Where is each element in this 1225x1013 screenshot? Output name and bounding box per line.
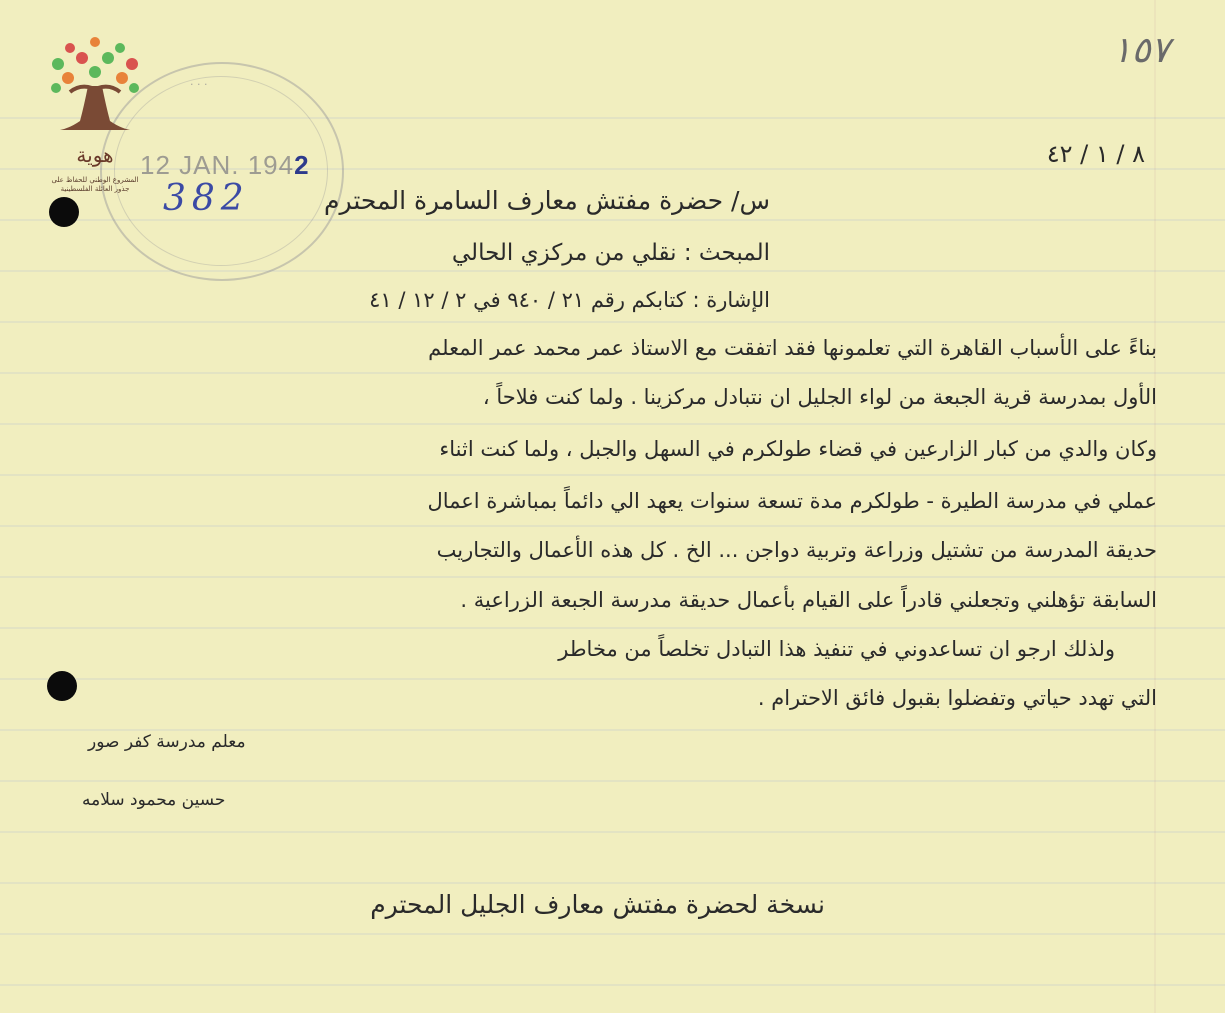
stamp-top-lettering: · · ·	[190, 78, 208, 91]
reference-number: 382	[163, 178, 250, 219]
body-line-3: وكان والدي من كبار الزارعين في قضاء طولكرم في السهل والجبل ، ولما كنت اثناء	[439, 437, 1157, 461]
stamp-date-main: 12 JAN. 194	[140, 150, 295, 180]
archive-logo-caption	[40, 176, 150, 194]
letter-reference: الإشارة : كتابكم رقم ٢١ / ٩٤٠ في ٢ / ١٢ / ٤١	[369, 288, 770, 312]
letter-addressee: س/ حضرة مفتش معارف السامرة المحترم	[324, 186, 770, 215]
punch-hole-bottom	[47, 671, 77, 701]
carbon-copy-line: نسخة لحضرة مفتش معارف الجليل المحترم	[370, 890, 825, 919]
body-line-4: عملي في مدرسة الطيرة - طولكرم مدة تسعة سنوات يعهد الي دائماً بمباشرة اعمال	[427, 489, 1157, 513]
archive-logo-caption-line-2: جذور العائلة الفلسطينية	[60, 185, 130, 193]
stamp-date-last-digit: 2	[294, 150, 310, 180]
signature-title: معلم مدرسة كفر صور	[88, 732, 246, 752]
letter-date: ٨ / ١ / ٤٢	[1046, 140, 1145, 168]
body-line-7: ولذلك ارجو ان تساعدوني في تنفيذ هذا التبادل تخلصاً من مخاطر	[558, 637, 1115, 661]
folio-number: ١٥٧	[1112, 30, 1171, 71]
archive-logo-name: هوية	[76, 143, 114, 167]
body-line-8: التي تهدد حياتي وتفضلوا بقبول فائق الاحترام .	[757, 686, 1157, 710]
archive-logo-caption-line-1: المشروع الوطني للحفاظ على	[51, 176, 139, 184]
body-line-1: بناءً على الأسباب القاهرة التي تعلمونها فقد اتفقت مع الاستاذ عمر محمد عمر المعلم	[428, 336, 1157, 360]
body-line-5: حديقة المدرسة من تشتيل وزراعة وتربية دواجن ... الخ . كل هذه الأعمال والتجاريب	[436, 538, 1157, 562]
body-line-2: الأول بمدرسة قرية الجبعة من لواء الجليل ان نتبادل مركزينا . ولما كنت فلاحاً ،	[482, 385, 1157, 409]
stamp-date	[140, 150, 310, 181]
archive-tree-logo	[40, 36, 150, 196]
letter-subject: المبحث : نقلي من مركزي الحالي	[451, 240, 770, 266]
signature-name: حسين محمود سلامه	[82, 790, 226, 810]
body-line-6: السابقة تؤهلني وتجعلني قادراً على القيام بأعمال حديقة مدرسة الجبعة الزراعية .	[460, 588, 1157, 612]
punch-hole-top	[49, 197, 79, 227]
